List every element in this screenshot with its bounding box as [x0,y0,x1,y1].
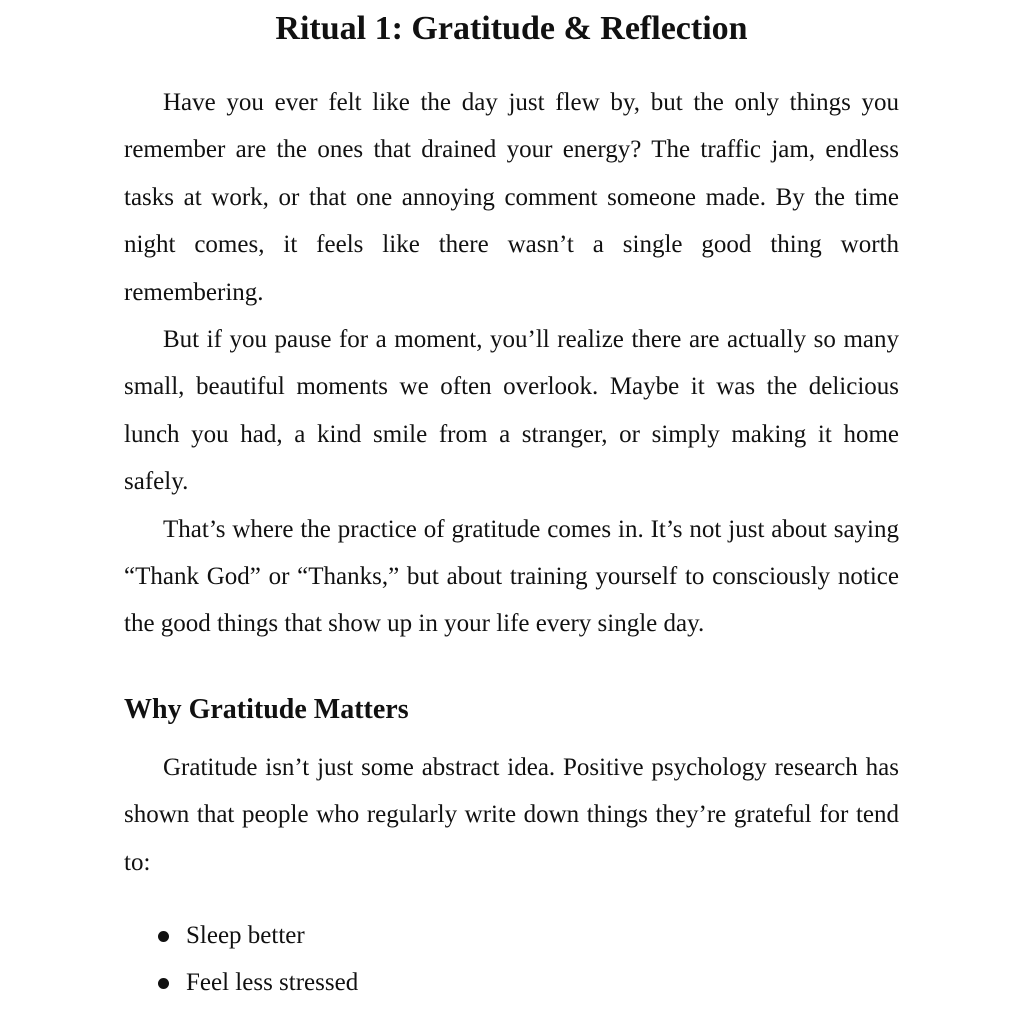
page-title: Ritual 1: Gratitude & Reflection [275,10,748,47]
list-item [158,959,899,1006]
section-heading: Why Gratitude Matters [124,693,409,725]
list-item-text: Sleep better [186,922,305,950]
intro-paragraph-2: But if you pause for a moment, you’ll realize there are actually so many small, beautiful moments we often overlook. Maybe it was the delicious lunch you had, a kind smile from a stranger, or simply making it home safely. [124,326,899,496]
list-item [158,912,899,959]
document-page [124,0,899,1006]
intro-paragraph-3: That’s where the practice of gratitude comes in. It’s not just about saying “Thank God” or “Thanks,” but about training yourself to consciously notice the good things that show up in your life every single day. [124,515,899,638]
benefits-list [124,912,899,1006]
bullet-icon [158,978,169,989]
section-paragraph: Gratitude isn’t just some abstract idea. Positive psychology research has shown that people who regularly write down things they’re grateful for tend to: [124,753,899,876]
intro-paragraph-1: Have you ever felt like the day just flew by, but the only things you remember are the ones that drained your energy? The traffic jam, endless tasks at work, or that one annoying comment someone made. By the time night comes, it feels like there wasn’t a single good thing worth remembering. [124,89,899,306]
bullet-icon [158,931,169,942]
list-item-text: Feel less stressed [186,969,359,997]
